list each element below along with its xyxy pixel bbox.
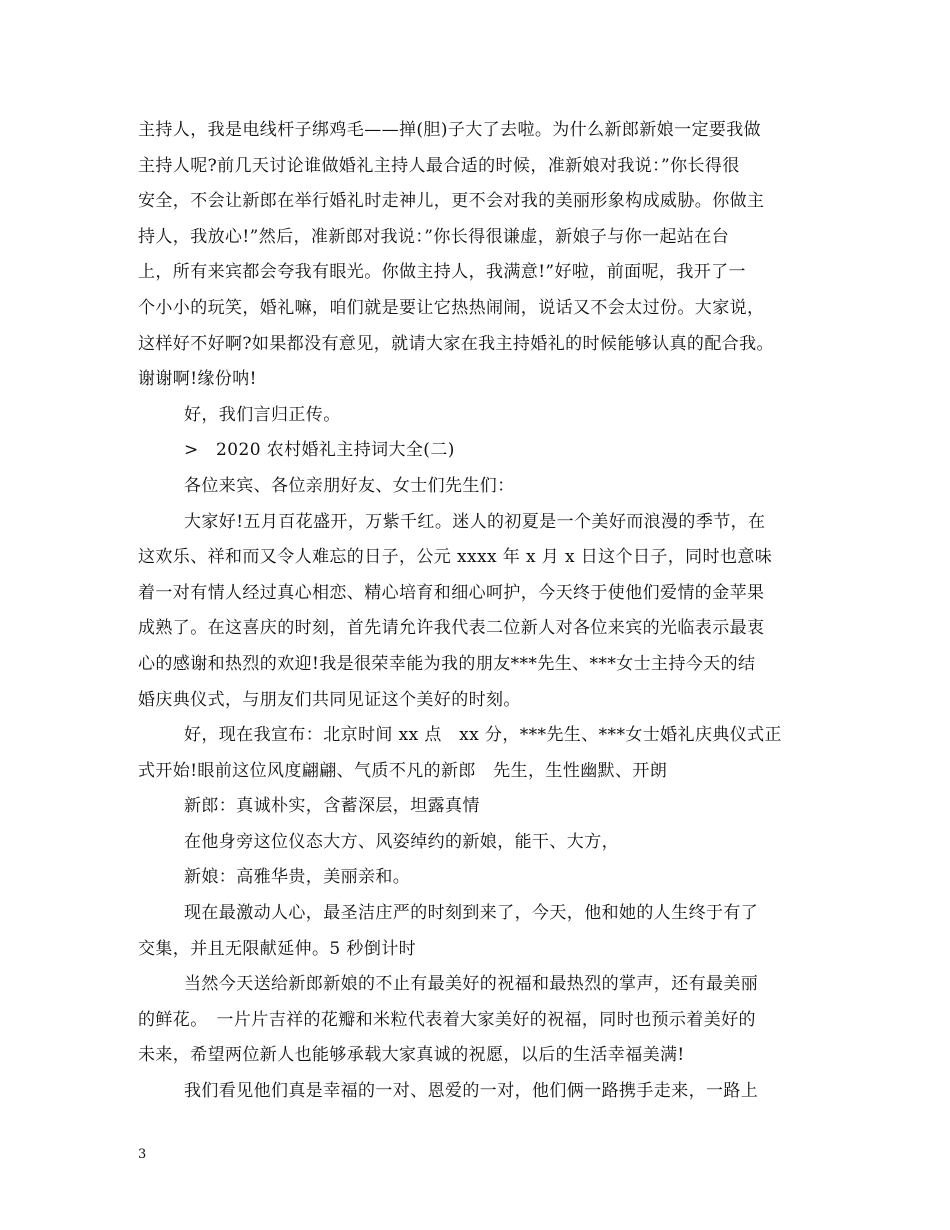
document-body [138, 113, 820, 1110]
text-line: 这样好不好啊?如果都没有意见，就请大家在我主持婚礼的时候能够认真的配合我。 [138, 333, 774, 354]
text-line: 在他身旁这位仪态大方、风姿绰约的新娘，能干、大方， [184, 831, 619, 852]
text-line: 谢谢啊!缘份呐! [138, 369, 257, 390]
text-line: 交集，并且无限献延伸。5 秒倒计时 [138, 938, 417, 959]
text-line: 各位来宾、各位亲朋好友、女士们先生们： [184, 475, 515, 496]
text-line: 未来，希望两位新人也能够承载大家真诚的祝愿，以后的生活幸福美满! [138, 1045, 685, 1066]
text-line: 成熟了。在这喜庆的时刻，首先请允许我代表二位新人对各位来宾的光临表示最衷 [138, 618, 765, 639]
text-line: 好，我们言归正传。 [184, 404, 341, 425]
text-line: 持人，我放心!”然后，准新郎对我说：”你长得很谦虚，新娘子与你一起站在台 [138, 226, 730, 247]
text-line: 大家好!五月百花盛开，万紫千红。迷人的初夏是一个美好而浪漫的季节，在 [184, 511, 766, 532]
text-line: 的鲜花。 一片片吉祥的花瓣和米粒代表着大家美好的祝福，同时也预示着美好的 [138, 1009, 756, 1030]
text-line: 心的感谢和热烈的欢迎!我是很荣幸能为我的朋友***先生、***女士主持今天的结 [138, 653, 756, 674]
text-line: 婚庆典仪式，与朋友们共同见证这个美好的时刻。 [138, 689, 521, 710]
text-line: 主持人，我是电线杆子绑鸡毛——掸(胆)子大了去啦。为什么新郎新娘一定要我做 [138, 120, 762, 140]
page-number: 3 [138, 1147, 147, 1162]
text-line: 这欢乐、祥和而又令人难忘的日子，公元 xxxx 年 x 月 x 日这个日子，同时也意味 [138, 547, 773, 568]
text-line: 上，所有来宾都会夸我有眼光。你做主持人，我满意!”好啦，前面呢，我开了一 [138, 262, 746, 283]
text-line: 我们看见他们真是幸福的一对、恩爱的一对，他们俩一路携手走来，一路上 [184, 1081, 759, 1102]
text-line: 当然今天送给新郎新娘的不止有最美好的祝福和最热烈的掌声，还有最美丽 [184, 974, 759, 995]
section-heading: > 2020 农村婚礼主持词大全(二) [184, 440, 455, 461]
text-line: 好，现在我宣布：北京时间 xx 点 xx 分，***先生、***女士婚礼庆典仪式正 [184, 725, 782, 746]
text-line: 新娘：高雅华贵，美丽亲和。 [184, 867, 411, 888]
text-line: 式开始!眼前这位风度翩翩、气质不凡的新郎 先生，生性幽默、开朗 [138, 760, 668, 781]
text-line: 新郎：真诚朴实，含蓄深层，坦露真情 [184, 796, 480, 817]
text-line: 安全，不会让新郎在举行婚礼时走神儿，更不会对我的美丽形象构成威胁。你做主 [138, 191, 765, 212]
text-line: 主持人呢?前几天讨论谁做婚礼主持人最合适的时候，准新娘对我说：”你长得很 [138, 155, 740, 176]
text-line: 现在最激动人心，最圣洁庄严的时刻到来了，今天，他和她的人生终于有了 [184, 903, 759, 924]
text-line: 个小小的玩笑，婚礼嘛，咱们就是要让它热热闹闹，说话又不会太过份。大家说， [138, 297, 765, 318]
text-line: 着一对有情人经过真心相恋、精心培育和细心呵护，今天终于使他们爱情的金苹果 [138, 582, 765, 603]
